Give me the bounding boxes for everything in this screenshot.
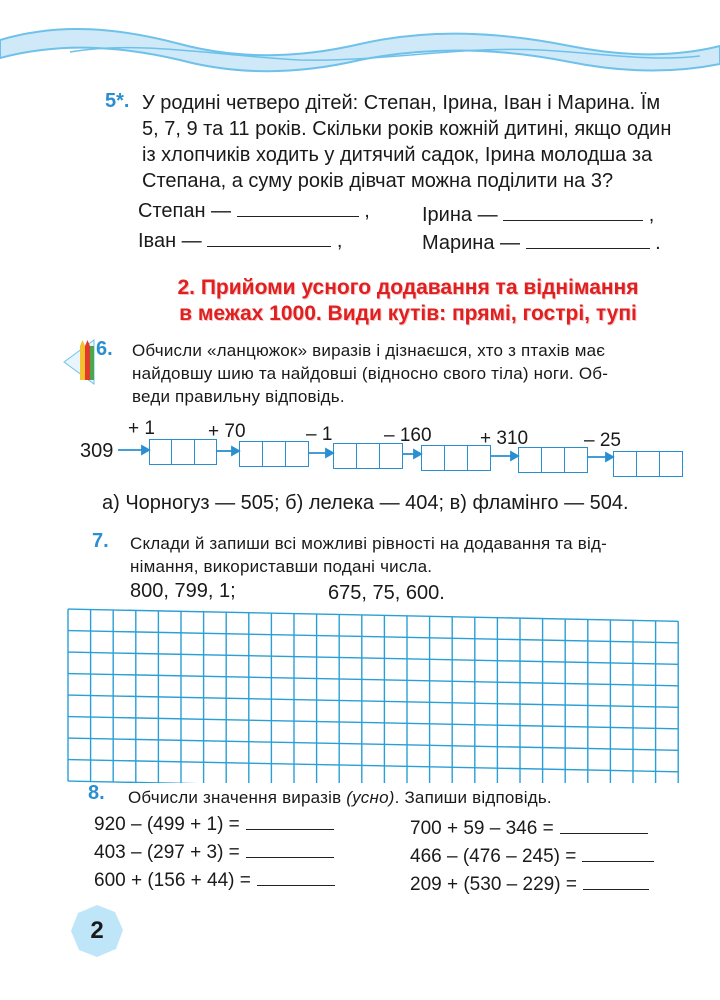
chain-op: + 70 [208,421,246,442]
answer-label: Степан — [138,200,232,222]
task7-line: німання, використавши подані числа. [130,557,433,576]
expression [94,814,334,836]
grid-hline [68,738,678,750]
section-heading [128,275,688,327]
task6-text [132,339,692,408]
task8-text-part: . Запиши відповідь. [394,788,552,807]
task5-text [142,90,702,194]
expression-blank[interactable] [246,829,334,830]
expression-blank[interactable] [257,885,335,886]
grid-hline [68,760,678,772]
chain-answer-box[interactable] [333,443,403,469]
expression-blank[interactable] [582,861,654,862]
answer-end: . [655,232,661,254]
expression-text: 700 + 59 – 346 = [410,818,554,839]
grid-hline [68,695,678,707]
answer-label: Марина — [422,232,521,254]
chain-start: 309 [80,440,114,462]
task6-answer-options[interactable]: а) Чорногуз — 505; б) лелека — 404; в) фламінго — 504. [102,492,629,514]
task5-number: 5*. [105,90,130,112]
grid-hline [68,674,678,686]
task5-line: У родині четверо дітей: Степан, Ірина, Іван і Марина. Їм [142,92,661,114]
section-heading-line2: в межах 1000. Види кутів: прямі, гострі, тупі [179,302,637,325]
chain-op: + 1 [128,418,155,439]
header-wave [0,0,720,80]
grid-hline [68,631,678,643]
answer-maryna [422,230,661,256]
expression [94,842,334,864]
task8-text-part: Обчисли значення виразів [128,788,347,807]
task7-set2: 675, 75, 600. [328,582,445,604]
expression [94,870,335,892]
expression [410,874,649,896]
chain-answer-box[interactable] [421,445,491,471]
task5-line: 5, 7, 9 та 11 років. Скільки років кожній дитині, якщо один [142,118,672,140]
expression [410,818,648,840]
task8-text-italic: (усно) [346,788,395,807]
answer-blank[interactable] [526,248,650,249]
answer-ivan [138,228,342,254]
chain-op: – 1 [306,424,333,445]
chain-answer-box[interactable] [613,451,683,477]
task7-set1: 800, 799, 1; [130,580,236,602]
chain-answer-box[interactable] [518,447,588,473]
task6-number: 6. [96,338,113,360]
task7-number: 7. [92,530,109,552]
expression-blank[interactable] [560,833,648,834]
answer-iryna [422,202,654,228]
task5-line: із хлопчиків ходить у дитячий садок, Ірина молодша за [142,144,653,166]
expression-text: 466 – (476 – 245) = [410,846,577,867]
expression-text: 209 + (530 – 229) = [410,874,577,895]
pencils-icon [62,338,96,386]
writing-grid[interactable] [64,605,684,783]
task7-text [130,532,690,578]
chain-op: – 25 [584,430,621,451]
grid-hline [68,781,678,783]
answer-end: , [364,200,370,222]
answer-end: , [336,230,343,252]
task8-text [128,786,552,809]
answer-blank[interactable] [207,246,331,247]
task6-line: найдовшу шию та найдовші (відносно свого тіла) ноги. Об- [132,364,609,383]
chain-op: – 160 [384,425,432,446]
task8-number: 8. [88,782,105,804]
expression-text: 600 + (156 + 44) = [94,870,251,891]
answer-blank[interactable] [503,220,643,221]
expression-text: 403 – (297 + 3) = [94,842,240,863]
page-number-badge [70,904,124,958]
answer-stepan [138,198,370,224]
page-number: 2 [90,917,104,944]
answer-end: , [648,204,655,226]
grid-hline [68,717,678,729]
grid-hline [68,609,678,621]
answer-blank[interactable] [237,216,359,217]
chain-answer-box[interactable] [149,439,217,465]
task6-line: веди правильну відповідь. [132,387,345,406]
expression-text: 920 – (499 + 1) = [94,814,240,835]
section-heading-line1: 2. Прийоми усного додавання та віднімання [177,276,639,299]
expression-blank[interactable] [583,889,649,890]
task5-line: Степана, а суму років дівчат можна поділити на 3? [142,170,614,192]
task7-line: Склади й запиши всі можливі рівності на додавання та від- [130,534,607,553]
chain-answer-box[interactable] [239,441,309,467]
grid-hline [68,652,678,664]
answer-label: Іван — [138,230,202,252]
answer-label: Ірина — [422,204,498,226]
expression-blank[interactable] [246,857,334,858]
task6-line: Обчисли «ланцюжок» виразів і дізнаєшся, хто з птахів має [132,341,606,360]
chain-op: + 310 [480,428,529,449]
expression [410,846,654,868]
